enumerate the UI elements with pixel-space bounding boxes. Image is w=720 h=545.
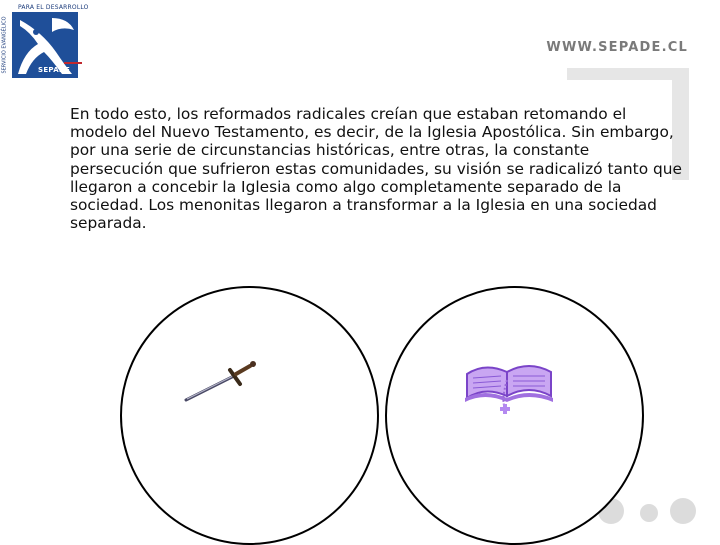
decorative-bar-horizontal — [567, 68, 689, 80]
logo-side-text: SERVICIO EVANGÉLICO — [1, 16, 8, 74]
sepade-logo — [0, 0, 89, 80]
body-paragraph: En todo esto, los reformados radicales creían que estaban retomando el modelo del Nuevo Testamento, es decir, de la Iglesia Apostólica. Sin embargo, por una serie de circunstancias históricas, entre otras, la constante persecución que sufrieron estas comunidades, su visión se radicalizó tanto que llegaron a concebir la Iglesia como algo completamente separado de la sociedad. Los menonitas llegaron a transformar a la Iglesia en una sociedad separada. — [70, 105, 683, 233]
logo-label: SEPADE — [38, 66, 71, 74]
decorative-dot — [640, 504, 658, 522]
sword-icon — [178, 356, 264, 408]
logo-top-text: PARA EL DESARROLLO — [18, 4, 89, 11]
bible-icon — [461, 350, 557, 414]
logo-accent-line — [64, 62, 82, 64]
site-url: WWW.SEPADE.CL — [546, 40, 688, 55]
illustration-circle-bible — [385, 286, 644, 545]
illustration-circle-sword — [120, 286, 379, 545]
decorative-dot — [670, 498, 696, 524]
